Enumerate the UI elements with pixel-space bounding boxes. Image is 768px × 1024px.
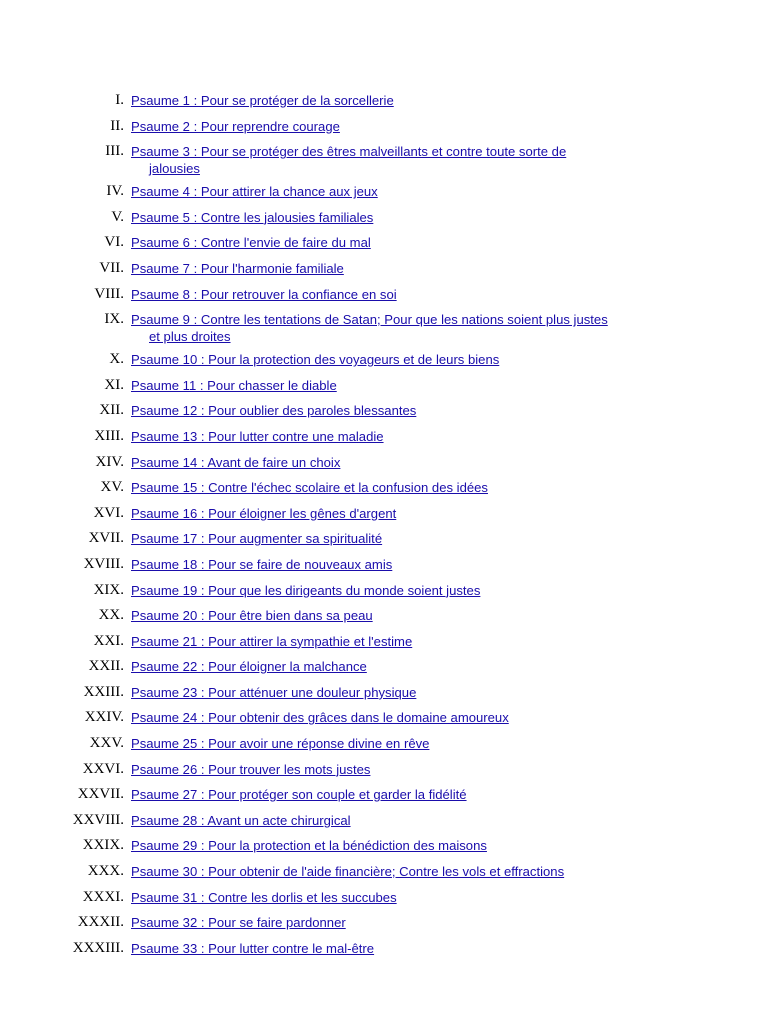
- toc-link-text-continued: jalousies: [149, 160, 200, 176]
- toc-link-text: Psaume 7 : Pour l'harmonie familiale: [131, 260, 344, 276]
- toc-number: XXIV.: [84, 709, 124, 726]
- toc-number: XXIX.: [82, 837, 124, 854]
- toc-item-23: [0, 684, 768, 702]
- toc-number: XXIII.: [83, 683, 124, 700]
- toc-item-28: [0, 812, 768, 830]
- toc-link-psaume-13[interactable]: [131, 428, 611, 446]
- toc-link-text: Psaume 25 : Pour avoir une réponse divine en rêve: [131, 736, 430, 752]
- toc-item-27: [0, 786, 768, 804]
- toc-link-text: Psaume 31 : Contre les dorlis et les succubes: [131, 889, 397, 905]
- toc-link-text: Psaume 12 : Pour oublier des paroles blessantes: [131, 403, 417, 419]
- toc-link-text: Psaume 23 : Pour atténuer une douleur physique: [131, 684, 417, 700]
- toc-link-psaume-4[interactable]: [131, 183, 611, 201]
- toc-item-24: [0, 709, 768, 727]
- toc-link-text: Psaume 28 : Avant un acte chirurgical: [131, 812, 351, 828]
- toc-number: IX.: [104, 311, 124, 328]
- toc-link-psaume-26[interactable]: [131, 761, 611, 779]
- toc-item-15: [0, 479, 768, 497]
- toc-link-text: Psaume 16 : Pour éloigner les gênes d'argent: [131, 505, 397, 521]
- toc-link-text: Psaume 6 : Contre l'envie de faire du mal: [131, 235, 371, 251]
- toc-number: XXV.: [89, 735, 124, 752]
- toc-number: XIX.: [93, 581, 124, 598]
- toc-number: XVI.: [93, 504, 124, 521]
- toc-link-psaume-12[interactable]: [131, 402, 611, 420]
- toc-link-psaume-8[interactable]: [131, 286, 611, 304]
- toc-link-text: Psaume 20 : Pour être bien dans sa peau: [131, 608, 373, 624]
- toc-link-psaume-14[interactable]: [131, 454, 611, 472]
- toc-item-3: [0, 143, 768, 177]
- toc-item-6: [0, 234, 768, 252]
- toc-link-psaume-27[interactable]: [131, 786, 611, 804]
- toc-link-psaume-30[interactable]: [131, 863, 611, 881]
- toc-item-18: [0, 556, 768, 574]
- toc-item-26: [0, 761, 768, 779]
- toc-item-9: [0, 311, 768, 345]
- toc-link-text: Psaume 9 : Contre les tentations de Satan; Pour que les nations soient plus justes: [131, 312, 608, 328]
- toc-number: XV.: [100, 479, 124, 496]
- toc-link-text: Psaume 24 : Pour obtenir des grâces dans le domaine amoureux: [131, 710, 509, 726]
- toc-link-text: Psaume 26 : Pour trouver les mots justes: [131, 761, 371, 777]
- toc-link-text: Psaume 32 : Pour se faire pardonner: [131, 915, 346, 931]
- toc-item-32: [0, 914, 768, 932]
- toc-link-psaume-6[interactable]: [131, 234, 611, 252]
- toc-item-13: [0, 428, 768, 446]
- toc-link-psaume-15[interactable]: [131, 479, 611, 497]
- toc-number: XXVI.: [82, 760, 124, 777]
- toc-link-text: Psaume 18 : Pour se faire de nouveaux amis: [131, 556, 393, 572]
- toc-link-psaume-3[interactable]: [131, 143, 611, 177]
- toc-link-psaume-5[interactable]: [131, 209, 611, 227]
- toc-link-psaume-19[interactable]: [131, 582, 611, 600]
- toc-number: V.: [111, 208, 124, 225]
- toc-number: XIII.: [94, 427, 124, 444]
- toc-link-text: Psaume 21 : Pour attirer la sympathie et l'estime: [131, 633, 413, 649]
- toc-link-text: Psaume 15 : Contre l'échec scolaire et la confusion des idées: [131, 480, 488, 496]
- toc-link-psaume-23[interactable]: [131, 684, 611, 702]
- toc-link-text: Psaume 17 : Pour augmenter sa spiritualité: [131, 531, 383, 547]
- toc-number: III.: [105, 143, 124, 160]
- toc-link-psaume-17[interactable]: [131, 530, 611, 548]
- toc-number: II.: [110, 117, 124, 134]
- toc-link-psaume-10[interactable]: [131, 351, 611, 369]
- toc-link-text: Psaume 4 : Pour attirer la chance aux jeux: [131, 184, 378, 200]
- toc-link-psaume-18[interactable]: [131, 556, 611, 574]
- toc-number: IV.: [106, 183, 124, 200]
- toc-number: VI.: [104, 234, 124, 251]
- toc-number: XXXII.: [77, 914, 124, 931]
- toc-number: XXVII.: [77, 786, 124, 803]
- toc-number: I.: [115, 92, 124, 108]
- toc-number: XXI.: [93, 632, 124, 649]
- toc-item-4: [0, 183, 768, 201]
- toc-link-text: Psaume 13 : Pour lutter contre une maladie: [131, 428, 384, 444]
- toc-link-psaume-1[interactable]: [131, 92, 611, 110]
- toc-item-11: [0, 377, 768, 395]
- toc-link-psaume-33[interactable]: [131, 940, 611, 958]
- toc-number: XXII.: [88, 658, 124, 675]
- toc-number: XIV.: [95, 453, 124, 470]
- toc-item-17: [0, 530, 768, 548]
- toc-link-text: Psaume 2 : Pour reprendre courage: [131, 118, 340, 134]
- toc-item-29: [0, 837, 768, 855]
- toc-link-text: Psaume 27 : Pour protéger son couple et garder la fidélité: [131, 787, 467, 803]
- toc-link-psaume-25[interactable]: [131, 735, 611, 753]
- toc-link-psaume-32[interactable]: [131, 914, 611, 932]
- toc-link-psaume-24[interactable]: [131, 709, 611, 727]
- table-of-contents: [0, 92, 768, 957]
- toc-item-33: [0, 940, 768, 958]
- toc-link-text: Psaume 29 : Pour la protection et la bénédiction des maisons: [131, 838, 487, 854]
- toc-link-psaume-21[interactable]: [131, 633, 611, 651]
- toc-link-psaume-29[interactable]: [131, 837, 611, 855]
- toc-link-text: Psaume 8 : Pour retrouver la confiance en soi: [131, 286, 397, 302]
- toc-link-text: Psaume 19 : Pour que les dirigeants du monde soient justes: [131, 582, 481, 598]
- toc-link-text: Psaume 30 : Pour obtenir de l'aide financière; Contre les vols et effractions: [131, 864, 565, 880]
- toc-link-psaume-2[interactable]: [131, 118, 611, 136]
- toc-link-text: Psaume 10 : Pour la protection des voyageurs et de leurs biens: [131, 352, 500, 368]
- toc-link-text: Psaume 14 : Avant de faire un choix: [131, 454, 341, 470]
- toc-number: XXVIII.: [72, 811, 124, 828]
- toc-link-text: Psaume 3 : Pour se protéger des êtres malveillants et contre toute sorte de: [131, 144, 567, 160]
- toc-link-psaume-20[interactable]: [131, 607, 611, 625]
- toc-link-text: Psaume 33 : Pour lutter contre le mal-être: [131, 940, 375, 956]
- toc-item-31: [0, 889, 768, 907]
- toc-number: XXXIII.: [72, 939, 124, 956]
- toc-item-19: [0, 582, 768, 600]
- toc-link-psaume-11[interactable]: [131, 377, 611, 395]
- toc-link-text: Psaume 22 : Pour éloigner la malchance: [131, 659, 367, 675]
- toc-item-5: [0, 209, 768, 227]
- toc-link-psaume-9[interactable]: [131, 311, 611, 345]
- toc-number: XVII.: [88, 530, 124, 547]
- toc-item-21: [0, 633, 768, 651]
- toc-link-psaume-16[interactable]: [131, 505, 611, 523]
- toc-link-text: Psaume 1 : Pour se protéger de la sorcellerie: [131, 93, 394, 108]
- toc-item-20: [0, 607, 768, 625]
- toc-item-30: [0, 863, 768, 881]
- toc-number: X.: [109, 351, 124, 368]
- toc-number: XII.: [99, 402, 124, 419]
- toc-item-14: [0, 454, 768, 472]
- toc-link-psaume-7[interactable]: [131, 260, 611, 278]
- toc-number: XVIII.: [83, 555, 124, 572]
- toc-item-16: [0, 505, 768, 523]
- toc-link-text: Psaume 11 : Pour chasser le diable: [131, 377, 337, 393]
- toc-number: XXXI.: [82, 888, 124, 905]
- toc-number: XI.: [104, 376, 124, 393]
- toc-link-text-continued: et plus droites: [149, 328, 231, 344]
- toc-number: XXX.: [87, 863, 124, 880]
- toc-number: VIII.: [94, 285, 124, 302]
- toc-number: VII.: [99, 259, 124, 276]
- toc-item-25: [0, 735, 768, 753]
- toc-item-1: [0, 92, 768, 110]
- toc-link-text: Psaume 5 : Contre les jalousies familiales: [131, 209, 374, 225]
- toc-number: XX.: [98, 607, 124, 624]
- toc-link-psaume-22[interactable]: [131, 658, 611, 676]
- toc-item-22: [0, 658, 768, 676]
- toc-item-12: [0, 402, 768, 420]
- toc-link-psaume-28[interactable]: [131, 812, 611, 830]
- toc-item-8: [0, 286, 768, 304]
- toc-item-2: [0, 118, 768, 136]
- toc-item-10: [0, 351, 768, 369]
- toc-item-7: [0, 260, 768, 278]
- toc-link-psaume-31[interactable]: [131, 889, 611, 907]
